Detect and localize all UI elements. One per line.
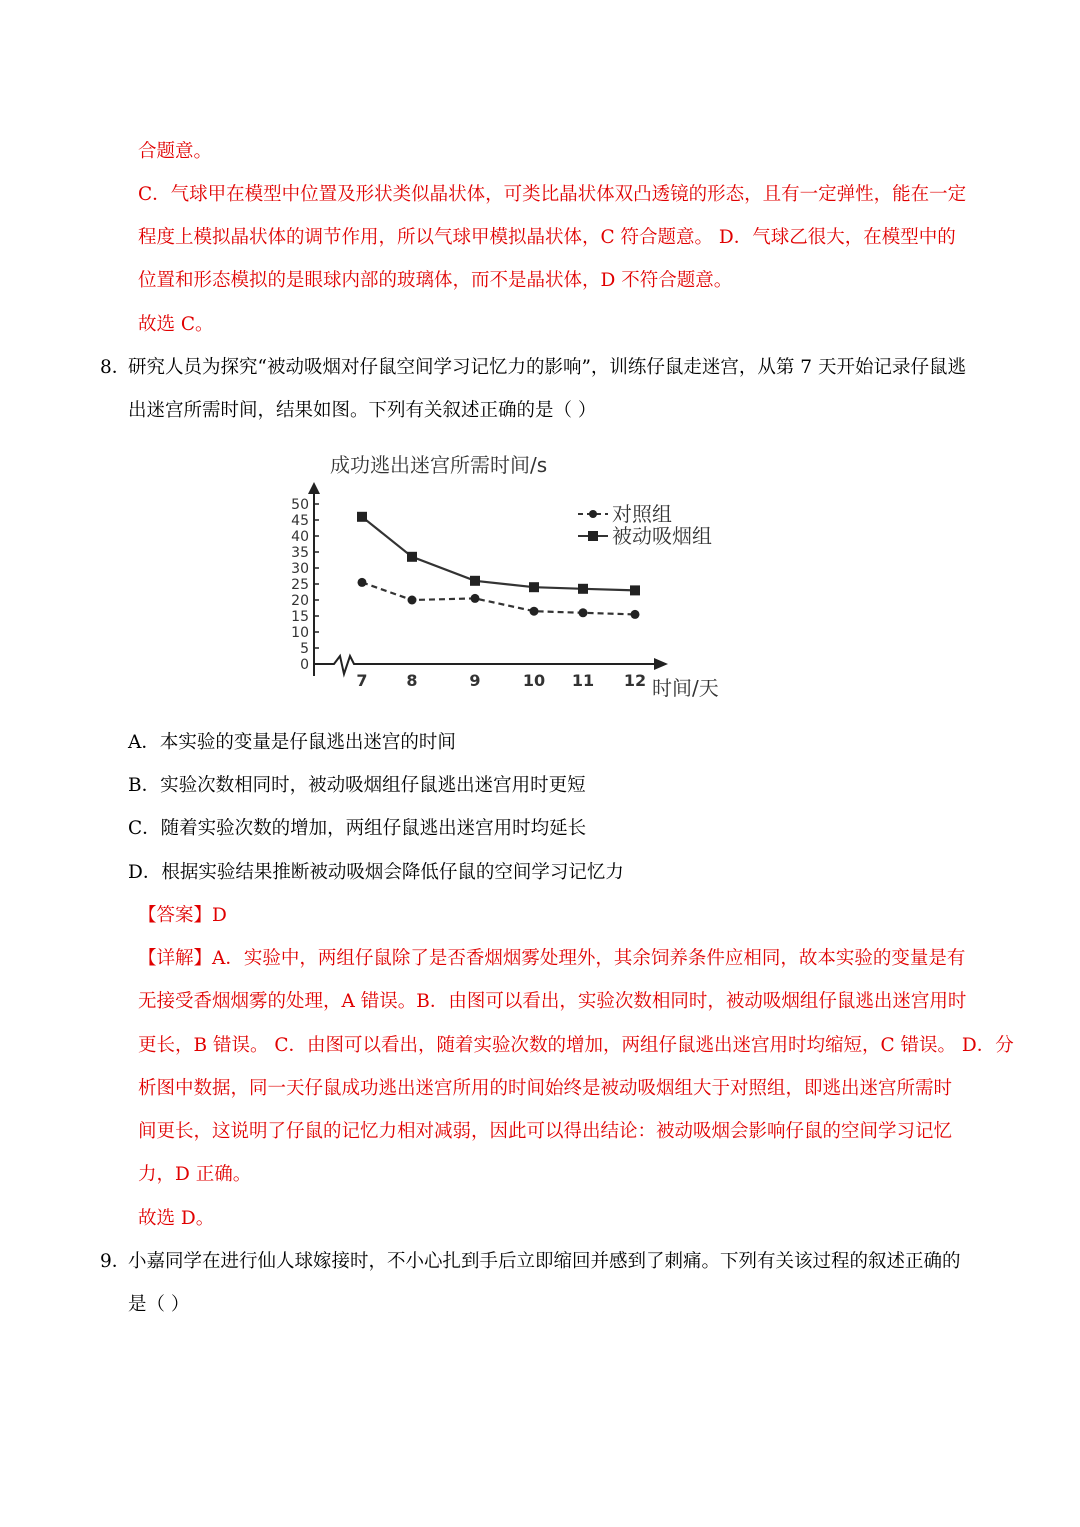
y-tick-label: 40: [291, 529, 309, 545]
question-9-text-line-2: 是（ ）: [128, 1294, 190, 1315]
y-tick-label: 20: [291, 593, 309, 609]
data-point-square: [630, 585, 640, 595]
question-8-text-line-2: 出迷宫所需时间，结果如图。下列有关叙述正确的是（ ）: [128, 400, 597, 421]
legend-label-1: 对照组: [612, 502, 672, 526]
legend-marker-square: [588, 531, 598, 541]
prev-answer-line-2: C．气球甲在模型中位置及形状类似晶状体，可类比晶状体双凸透镜的形态，且有一定弹性，能在一定: [138, 184, 967, 205]
question-9-text-line-1: 小嘉同学在进行仙人球嫁接时，不小心扎到手后立即缩回并感到了刺痛。下列有关该过程的叙述正确的: [128, 1251, 961, 1272]
x-tick-label: 9: [469, 671, 481, 690]
data-point-square: [407, 552, 417, 562]
explanation-line-3: 更长，B 错误。 C．由图可以看出，随着实验次数的增加，两组仔鼠逃出迷宫用时均缩短，C 错误。 D．分: [138, 1035, 1014, 1056]
y-tick-label: 0: [300, 657, 309, 673]
option-a: A．本实验的变量是仔鼠逃出迷宫的时间: [128, 732, 456, 753]
prev-answer-line-4: 位置和形态模拟的是眼球内部的玻璃体，而不是晶状体，D 不符合题意。: [138, 270, 733, 291]
legend-marker-circle: [589, 510, 597, 518]
maze-time-chart: [280, 448, 750, 706]
y-tick-label: 45: [291, 513, 309, 529]
data-point-square: [529, 582, 539, 592]
x-axis-label: 时间/天: [652, 676, 719, 700]
x-tick-label: 7: [356, 671, 368, 690]
explanation-line-5: 间更长，这说明了仔鼠的记忆力相对减弱，因此可以得出结论：被动吸烟会影响仔鼠的空间学习记忆: [138, 1121, 953, 1142]
data-point-circle: [408, 596, 417, 605]
data-point-circle: [530, 607, 539, 616]
data-point-square: [357, 512, 367, 522]
y-tick-label: 15: [291, 609, 309, 625]
data-point-square: [578, 584, 588, 594]
data-point-square: [470, 576, 480, 586]
y-tick-label: 25: [291, 577, 309, 593]
conclusion-line: 故选 D。: [138, 1208, 215, 1229]
data-point-circle: [358, 578, 367, 587]
prev-answer-line-3: 程度上模拟晶状体的调节作用，所以气球甲模拟晶状体，C 符合题意。 D．气球乙很大，在模型中的: [138, 227, 956, 248]
chart-legend: [578, 502, 712, 548]
question-8-text-line-1: 研究人员为探究“被动吸烟对仔鼠空间学习记忆力的影响”，训练仔鼠走迷宫，从第 7 天开始记录仔鼠逃: [128, 357, 966, 378]
x-tick-label: 8: [406, 671, 418, 690]
question-9-number: 9．: [100, 1251, 131, 1272]
x-tick-label: 12: [623, 671, 647, 690]
chart-series: [357, 512, 640, 619]
series-line-2: [362, 517, 635, 591]
answer-line: 【答案】D: [138, 905, 227, 926]
chart-title: 成功逃出迷宫所需时间/s: [330, 453, 548, 477]
y-axis-arrow: [308, 482, 320, 494]
x-tick-label: 11: [571, 671, 595, 690]
option-d: D．根据实验结果推断被动吸烟会降低仔鼠的空间学习记忆力: [128, 862, 624, 883]
y-tick-label: 5: [300, 641, 309, 657]
explanation-line-1: [138, 947, 965, 971]
prev-answer-conclusion: 故选 C。: [138, 314, 214, 335]
series-line-1: [362, 582, 635, 614]
question-8-number: 8．: [100, 357, 131, 378]
option-c: C．随着实验次数的增加，两组仔鼠逃出迷宫用时均延长: [128, 818, 587, 839]
explanation-line-4: 析图中数据，同一天仔鼠成功逃出迷宫所用的时间始终是被动吸烟组大于对照组，即逃出迷宫所需时: [138, 1078, 953, 1099]
y-tick-label: 50: [291, 497, 309, 513]
explanation-line-6: 力，D 正确。: [138, 1164, 252, 1185]
x-tick-label: 10: [522, 671, 546, 690]
data-point-circle: [471, 594, 480, 603]
prev-answer-line-1: 合题意。: [138, 141, 213, 162]
y-tick-label: 30: [291, 561, 309, 577]
explanation-label: 【详解】: [138, 948, 213, 969]
y-tick-label: 10: [291, 625, 309, 641]
y-tick-label: 35: [291, 545, 309, 561]
option-b: B．实验次数相同时，被动吸烟组仔鼠逃出迷宫用时更短: [128, 775, 586, 796]
legend-label-2: 被动吸烟组: [612, 524, 712, 548]
x-axis-ticks: [356, 671, 646, 690]
data-point-circle: [631, 610, 640, 619]
data-point-circle: [579, 608, 588, 617]
explanation-text-1: A．实验中，两组仔鼠除了是否香烟烟雾处理外，其余饲养条件应相同，故本实验的变量是有: [212, 948, 966, 969]
x-axis-arrow: [654, 658, 668, 670]
explanation-line-2: 无接受香烟烟雾的处理，A 错误。B．由图可以看出，实验次数相同时，被动吸烟组仔鼠逃出迷宫用时: [138, 991, 967, 1012]
